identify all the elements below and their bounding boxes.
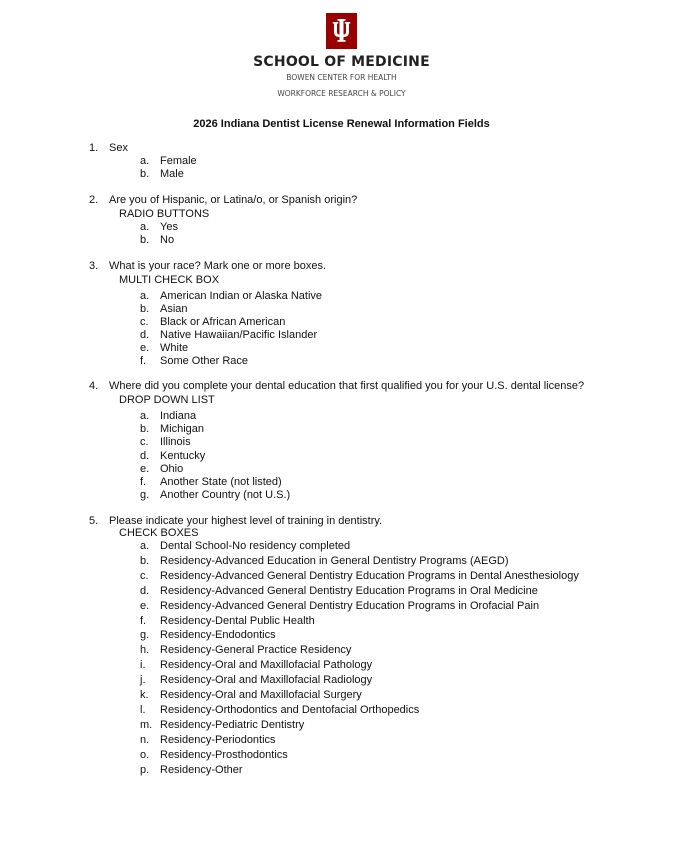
question-text: Sex bbox=[109, 142, 128, 154]
document-title: 2026 Indiana Dentist License Renewal Information Fields bbox=[193, 118, 490, 130]
option-text: Residency-Oral and Maxillofacial Radiology bbox=[160, 674, 373, 687]
option-letter: m. bbox=[140, 718, 153, 731]
option-letter: a. bbox=[140, 410, 150, 422]
option-letter: g. bbox=[140, 629, 150, 642]
question-text: What is your race? Mark one or more boxes. bbox=[109, 260, 327, 272]
option-text: Residency-Advanced General Dentistry Education Programs in Oral Medicine bbox=[160, 584, 538, 597]
option-text: Residency-Oral and Maxillofacial Pathology bbox=[160, 659, 373, 672]
question-number: 2. bbox=[89, 194, 99, 206]
option-letter: a. bbox=[140, 221, 150, 233]
question-input-type: CHECK BOXES bbox=[119, 527, 199, 539]
option-letter: k. bbox=[140, 689, 149, 701]
question-input-type: RADIO BUTTONS bbox=[119, 208, 210, 220]
trident-icon bbox=[326, 13, 357, 49]
option-text: Residency-Endodontics bbox=[160, 629, 276, 642]
option-text: Another Country (not U.S.) bbox=[160, 489, 291, 502]
option-letter: j. bbox=[140, 674, 146, 687]
school-name: SCHOOL OF MEDICINE bbox=[253, 54, 430, 70]
option-letter: f. bbox=[140, 476, 147, 488]
question-text: Where did you complete your dental education that first qualified you for your U.S. dental license? bbox=[109, 380, 585, 392]
option-letter: h. bbox=[140, 644, 150, 657]
option-text: Female bbox=[160, 155, 197, 167]
center-name-line1: BOWEN CENTER FOR HEALTH bbox=[286, 73, 397, 82]
option-text: Residency-Periodontics bbox=[160, 733, 276, 746]
question-text: Are you of Hispanic, or Latina/o, or Spanish origin? bbox=[109, 194, 358, 206]
option-letter: a. bbox=[140, 290, 150, 302]
option-text: Residency-Orthodontics and Dentofacial Orthopedics bbox=[160, 703, 420, 716]
option-letter: p. bbox=[140, 763, 150, 776]
option-letter: b. bbox=[140, 423, 150, 436]
question-number: 3. bbox=[89, 260, 99, 272]
option-text: Illinois bbox=[160, 436, 191, 449]
option-text: Residency-Advanced General Dentistry Education Programs in Orofacial Pain bbox=[160, 599, 540, 612]
option-text: Some Other Race bbox=[160, 355, 249, 367]
question-number: 4. bbox=[89, 380, 99, 392]
option-letter: i. bbox=[140, 659, 146, 672]
option-letter: e. bbox=[140, 342, 150, 354]
option-letter: a. bbox=[140, 540, 150, 552]
option-text: Another State (not listed) bbox=[160, 476, 282, 488]
option-letter: b. bbox=[140, 234, 150, 246]
option-text: Native Hawaiian/Pacific Islander bbox=[160, 329, 318, 341]
option-text: Male bbox=[160, 168, 184, 180]
option-text: Residency-Pediatric Dentistry bbox=[160, 718, 305, 731]
option-text: Black or African American bbox=[160, 316, 286, 328]
center-name-line2: WORKFORCE RESEARCH & POLICY bbox=[277, 89, 406, 98]
option-text: Asian bbox=[160, 303, 188, 315]
option-letter: f. bbox=[140, 614, 147, 627]
option-letter: n. bbox=[140, 733, 150, 746]
option-letter: o. bbox=[140, 748, 150, 761]
option-letter: e. bbox=[140, 599, 150, 612]
option-letter: b. bbox=[140, 554, 150, 567]
option-letter: c. bbox=[140, 436, 149, 449]
question-text: Please indicate your highest level of training in dentistry. bbox=[109, 515, 383, 527]
option-text: No bbox=[160, 234, 175, 246]
option-letter: c. bbox=[140, 316, 149, 328]
question-input-type: DROP DOWN LIST bbox=[119, 394, 215, 406]
option-text: American Indian or Alaska Native bbox=[160, 290, 323, 302]
option-text: White bbox=[160, 342, 189, 354]
option-text: Residency-Advanced Education in General Dentistry Programs (AEGD) bbox=[160, 554, 509, 567]
option-text: Residency-Advanced General Dentistry Education Programs in Dental Anesthesiology bbox=[160, 569, 579, 582]
option-letter: d. bbox=[140, 329, 150, 341]
option-text: Residency-Oral and Maxillofacial Surgery bbox=[160, 689, 362, 701]
option-text: Michigan bbox=[160, 423, 205, 436]
option-text: Residency-Other bbox=[160, 763, 243, 776]
option-letter: l. bbox=[140, 703, 146, 716]
question-number: 1. bbox=[89, 142, 99, 154]
option-text: Yes bbox=[160, 221, 178, 233]
option-letter: f. bbox=[140, 355, 147, 367]
option-letter: c. bbox=[140, 569, 149, 582]
question-number: 5. bbox=[89, 515, 99, 527]
option-letter: b. bbox=[140, 303, 150, 315]
option-text: Residency-General Practice Residency bbox=[160, 644, 352, 657]
option-letter: b. bbox=[140, 168, 150, 180]
option-text: Residency-Prosthodontics bbox=[160, 748, 288, 761]
option-letter: e. bbox=[140, 462, 150, 475]
iu-trident-logo bbox=[326, 13, 357, 49]
option-letter: d. bbox=[140, 449, 150, 462]
question-input-type: MULTI CHECK BOX bbox=[119, 274, 220, 286]
option-text: Ohio bbox=[160, 462, 184, 475]
option-text: Indiana bbox=[160, 410, 197, 422]
option-letter: a. bbox=[140, 155, 150, 167]
option-letter: d. bbox=[140, 584, 150, 597]
option-letter: g. bbox=[140, 489, 150, 502]
option-text: Kentucky bbox=[160, 449, 206, 462]
option-text: Dental School-No residency completed bbox=[160, 540, 351, 552]
option-text: Residency-Dental Public Health bbox=[160, 614, 315, 627]
